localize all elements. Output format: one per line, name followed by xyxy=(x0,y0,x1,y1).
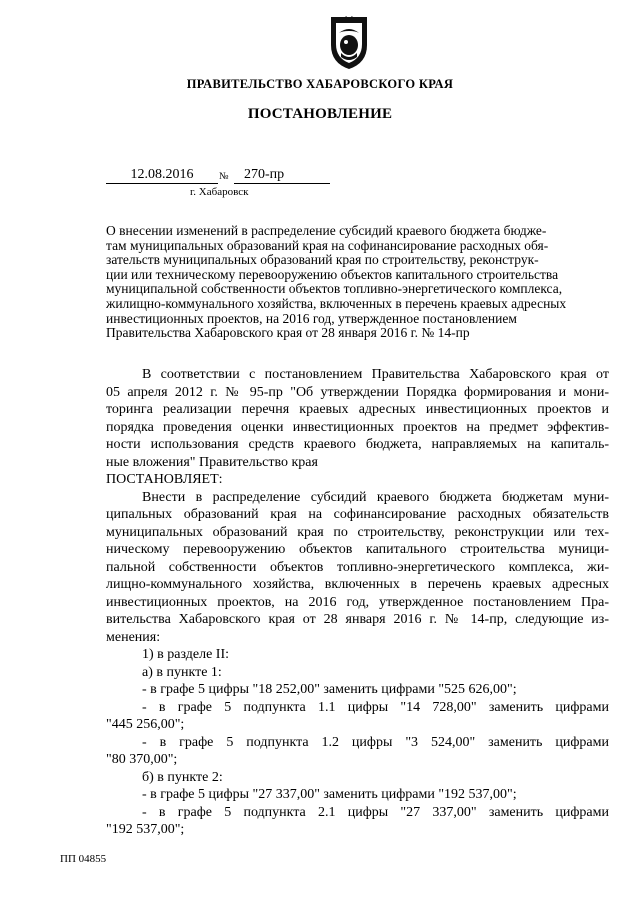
preamble-line: В соответствии с постановлением Правительства Хабаровского края от xyxy=(142,367,609,382)
preamble-line: порядка проведения оценки инвестиционных проектов на предмет эффектив- xyxy=(106,419,609,435)
preamble xyxy=(106,366,609,839)
amendment-item: - в графе 5 цифры "27 337,00" заменить цифрами "192 537,00"; xyxy=(142,787,517,802)
main-line: инвестиционных проектов, на 2016 год, утвержденное постановлением Пра- xyxy=(106,594,609,610)
amendment-item: а) в пункте 1: xyxy=(142,664,222,680)
government-title: ПРАВИТЕЛЬСТВО ХАБАРОВСКОГО КРАЯ xyxy=(186,77,454,91)
amendment-item: - в графе 5 цифры "18 252,00" заменить цифрами "525 626,00"; xyxy=(142,682,517,697)
main-line: Внести в распределение субсидий краевого бюджета бюджетам муни- xyxy=(142,489,609,505)
document-type: ПОСТАНОВЛЕНИЕ xyxy=(247,106,393,122)
decree-number: 270-пр xyxy=(244,167,285,182)
subject-line: Правительства Хабаровского края от 28 января 2016 г. № 14-пр xyxy=(106,325,470,341)
amendment-item: 1) в разделе II: xyxy=(142,647,230,662)
main-line: ническому перевооружению объектов капитального строительства муници- xyxy=(106,542,609,557)
main-line: муниципальных образований края по строительству, реконструкции или тех- xyxy=(106,524,609,540)
amendment-item: б) в пункте 2: xyxy=(142,769,223,785)
subject-line: там муниципальных образований края на софинансирование расходных обя- xyxy=(106,237,549,253)
main-line: менения: xyxy=(106,629,161,645)
amendment-item: "192 537,00"; xyxy=(106,822,185,837)
preamble-line: ные вложения" Правительство края xyxy=(106,454,318,470)
preamble-line: торинга реализации перечня краевых адресных инвестиционных проектов и xyxy=(106,402,609,417)
amendment-item: - в графе 5 подпункта 2.1 цифры "27 337,00" заменить цифрами xyxy=(142,804,609,820)
decree-number-field xyxy=(234,166,330,184)
main-line: пальной собственности объектов топливно-энергетического комплекса, жи- xyxy=(106,559,609,575)
main-line: лищно-коммунального хозяйства, включенных в перечень краевых адресных xyxy=(106,577,609,592)
subject-line: О внесении изменений в распределение субсидий краевого бюджета бюдже- xyxy=(106,223,547,238)
city: г. Хабаровск xyxy=(190,186,249,198)
number-sign: № xyxy=(219,171,229,182)
preamble-line: 05 апреля 2012 г. № 95-пр "Об утверждении Порядка формирования и мони- xyxy=(106,384,609,400)
amendment-item: - в графе 5 подпункта 1.2 цифры "3 524,00" заменить цифрами xyxy=(142,734,609,750)
coat-of-arms-icon xyxy=(326,15,372,71)
amendment-item: "80 370,00"; xyxy=(106,752,178,767)
amendment-item: - в графе 5 подпункта 1.1 цифры "14 728,00" заменить цифрами xyxy=(142,699,609,715)
decree-date: 12.08.2016 xyxy=(106,166,218,184)
subject-line: инвестиционных проектов, на 2016 год, утвержденное постановлением xyxy=(106,310,517,326)
subject-line: муниципальной собственности объектов топливно-энергетического комплекса, xyxy=(106,281,563,297)
footer-code: ПП 04855 xyxy=(60,853,107,865)
subject-line: ции или техническому перевооружению объектов капитального строительства xyxy=(106,266,559,282)
decree-subject xyxy=(106,224,609,341)
subject-line: зательств муниципальных образований края по строительству, реконструк- xyxy=(106,252,539,268)
preamble-line: ности использования средств краевого бюджета, направляемых на капиталь- xyxy=(106,437,609,452)
main-line: ципальных образований края на софинансирование расходных обязательств xyxy=(106,507,609,522)
subject-line: жилищно-коммунального хозяйства, включенных в перечень краевых адресных xyxy=(106,295,567,311)
amendment-item: "445 256,00"; xyxy=(106,717,185,732)
resolves-heading: ПОСТАНОВЛЯЕТ: xyxy=(106,472,223,487)
main-line: вительства Хабаровского края от 28 января 2016 г. № 14-пр, следующие из- xyxy=(106,612,609,627)
